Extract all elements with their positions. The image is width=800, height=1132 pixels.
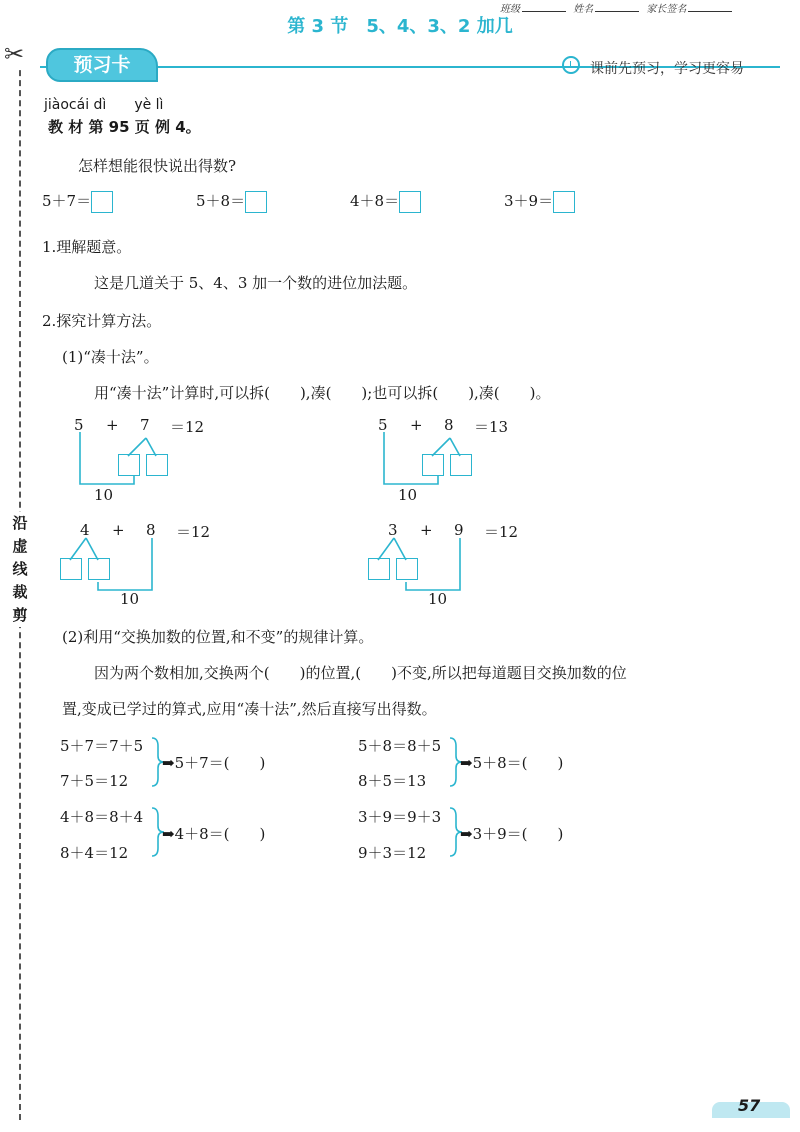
diagram-addend-a: 3 [388, 521, 398, 539]
arrow-right-icon: ➡ [460, 754, 473, 772]
swap-result-text: 5＋8＝( ) [472, 754, 564, 772]
swap-line-1: 4＋8＝8＋4 [60, 808, 144, 826]
diagram-addend-b: 8 [444, 416, 454, 434]
cut-char: 线 [12, 560, 28, 578]
diagram-addend-b: 7 [140, 416, 150, 434]
step2-sub2-text-1: 因为两个数相加,交换两个( )的位置,( )不变,所以把每道题目交换加数的位 [94, 664, 627, 682]
swap-line-2: 8＋5＝13 [358, 772, 427, 790]
step2-sub2: (2)利用“交换加数的位置,和不变”的规律计算。 [62, 628, 374, 646]
diagram-result: ＝12 [484, 523, 519, 541]
exercise-text: 3＋9＝ [504, 192, 554, 210]
swap-line-2: 8＋4＝12 [60, 844, 129, 862]
diagram-operator: + [112, 521, 125, 539]
diagram-result: ＝12 [170, 418, 205, 436]
step2-title: 2.探究计算方法。 [42, 312, 162, 330]
parent-signature-label: 家长签名 [646, 4, 687, 15]
step2-sub1-text: 用“凑十法”计算时,可以拆( ),凑( );也可以拆( ),凑( )。 [94, 384, 551, 402]
exercise-text: 5＋8＝ [196, 192, 246, 210]
page-number: 57 [738, 1096, 761, 1115]
diagram-addend-b: 9 [454, 521, 464, 539]
diagram-addend-a: 5 [74, 416, 84, 434]
swap-result [162, 823, 265, 844]
arrow-right-icon: ➡ [162, 754, 175, 772]
swap-result-text: 4＋8＝( ) [174, 825, 266, 843]
preview-card-tag: 预习卡 [46, 48, 158, 82]
diagram-ten: 10 [398, 486, 418, 504]
exercise-text: 5＋7＝ [42, 192, 92, 210]
swap-line-1: 5＋8＝8＋5 [358, 737, 442, 755]
cut-char: 虚 [12, 537, 28, 555]
swap-result [162, 752, 265, 773]
arrow-right-icon: ➡ [162, 825, 175, 843]
diagram-result: ＝13 [474, 418, 509, 436]
swap-line-1: 3＋9＝9＋3 [358, 808, 442, 826]
section-title: 第 3 节 5、4、3、2 加几 [287, 16, 513, 37]
exercise-text: 4＋8＝ [350, 192, 400, 210]
diagram-operator: + [420, 521, 433, 539]
diagram-ten: 10 [120, 590, 140, 608]
swap-line-1: 5＋7＝7＋5 [60, 737, 144, 755]
slogan: 课前先预习，学习更容易 [590, 61, 744, 77]
class-label: 班级 [500, 4, 520, 15]
swap-result [460, 752, 563, 773]
scissors-icon: ✂ [4, 40, 25, 68]
cut-char: 剪 [12, 606, 28, 624]
diagram-ten: 10 [94, 486, 114, 504]
name-label: 姓名 [573, 4, 594, 15]
cut-char: 裁 [12, 583, 28, 601]
textbook-reference: 教 材 第 95 页 例 4。 [48, 118, 201, 136]
arrow-right-icon: ➡ [460, 825, 473, 843]
guiding-question: 怎样想能很快说出得数? [78, 157, 237, 175]
cut-char: 沿 [12, 514, 28, 532]
step1-title: 1.理解题意。 [42, 238, 132, 256]
swap-result [460, 823, 563, 844]
swap-line-2: 7＋5＝12 [60, 772, 129, 790]
diagram-operator: + [106, 416, 119, 434]
diagram-addend-b: 8 [146, 521, 156, 539]
diagram-result: ＝12 [176, 523, 211, 541]
swap-result-text: 3＋9＝( ) [472, 825, 564, 843]
diagram-addend-a: 4 [80, 521, 90, 539]
swap-line-2: 9＋3＝12 [358, 844, 427, 862]
pinyin-line: jiàocái dì yè lì [44, 97, 164, 113]
diagram-operator: + [410, 416, 423, 434]
diagram-ten: 10 [428, 590, 448, 608]
swap-result-text: 5＋7＝( ) [174, 754, 266, 772]
diagram-addend-a: 5 [378, 416, 388, 434]
step1-text: 这是几道关于 5、4、3 加一个数的进位加法题。 [94, 274, 418, 292]
step2-sub2-text-2: 置,变成已学过的算式,应用“凑十法”,然后直接写出得数。 [62, 700, 437, 718]
step2-sub1: (1)“凑十法”。 [62, 348, 159, 366]
